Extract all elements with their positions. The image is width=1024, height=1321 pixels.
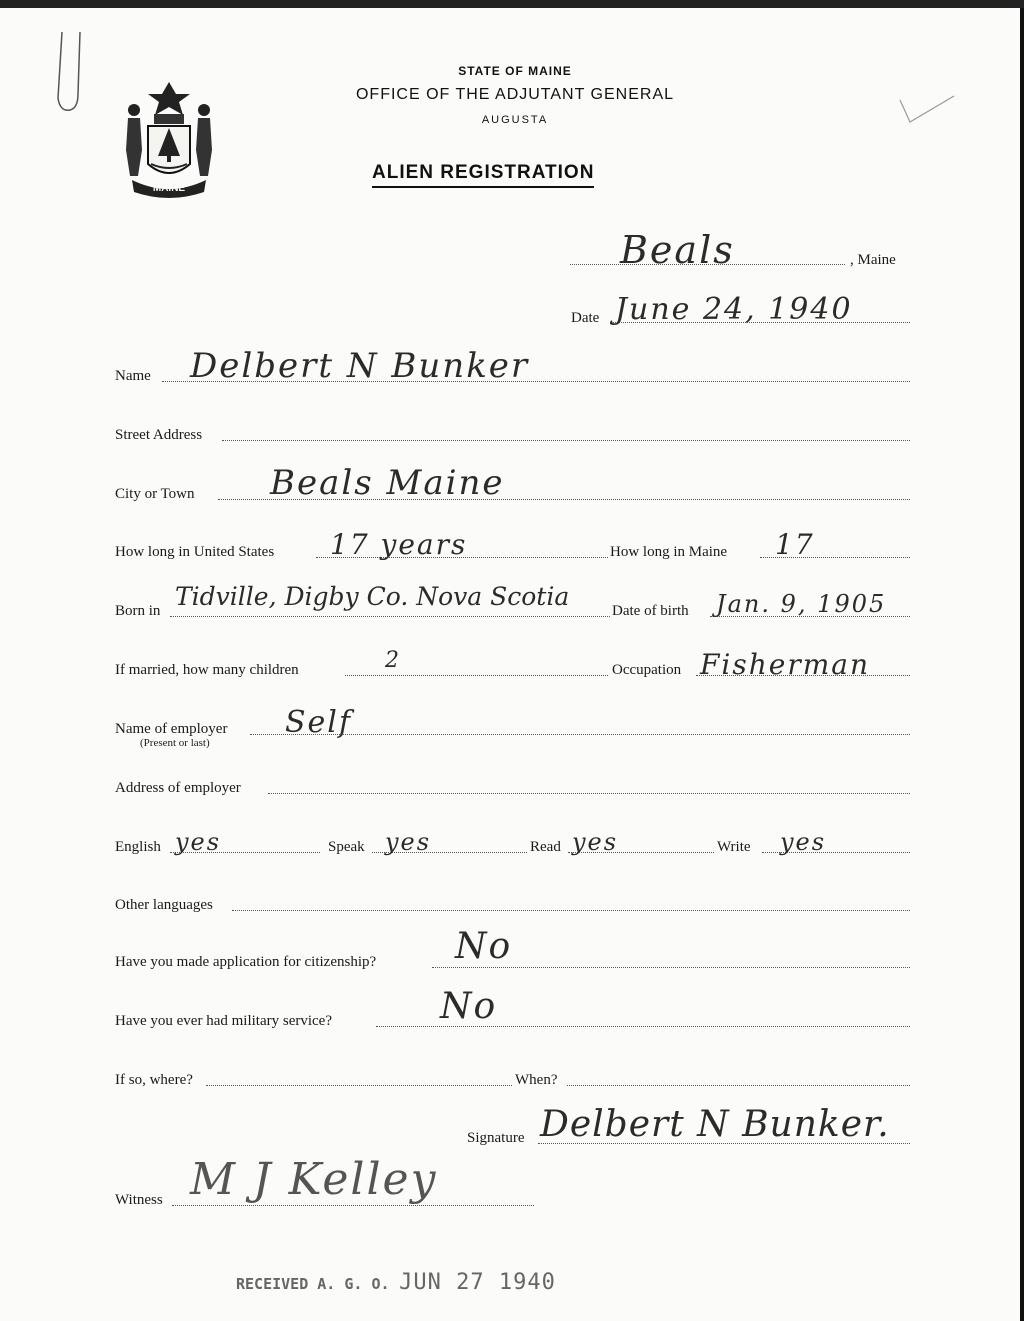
occupation-value[interactable]: Fisherman bbox=[700, 648, 871, 681]
speak-label: Speak bbox=[328, 839, 365, 855]
witness-value[interactable]: M J Kelley bbox=[190, 1154, 438, 1205]
children-line bbox=[345, 675, 608, 676]
write-value[interactable]: yes bbox=[780, 828, 827, 856]
stamp-received-text: RECEIVED A. G. O. bbox=[236, 1275, 390, 1293]
street-line bbox=[222, 440, 910, 441]
how-long-maine-label: How long in Maine bbox=[610, 544, 728, 560]
where-line bbox=[206, 1085, 512, 1086]
children-label: If married, how many children bbox=[115, 662, 299, 678]
received-stamp bbox=[236, 1270, 556, 1295]
other-languages-label: Other languages bbox=[115, 897, 213, 913]
street-label: Street Address bbox=[115, 427, 203, 443]
signature-label: Signature bbox=[467, 1130, 525, 1146]
check-mark bbox=[896, 90, 956, 130]
witness-line bbox=[172, 1205, 534, 1206]
read-label: Read bbox=[530, 839, 561, 855]
city-value[interactable]: Beals Maine bbox=[270, 463, 505, 503]
employer-address-label: Address of employer bbox=[115, 780, 241, 796]
stamp-date: JUN 27 1940 bbox=[399, 1270, 556, 1295]
dob-label: Date of birth bbox=[612, 603, 689, 619]
name-label: Name bbox=[115, 368, 151, 384]
citizenship-line bbox=[432, 967, 910, 968]
english-value[interactable]: yes bbox=[175, 828, 222, 856]
alien-registration-form bbox=[0, 8, 1020, 1321]
city-heading: AUGUSTA bbox=[481, 114, 549, 126]
scan-top-edge bbox=[0, 0, 1024, 8]
state-heading: STATE OF MAINE bbox=[458, 64, 572, 78]
paper-clip-mark bbox=[48, 28, 88, 118]
employer-sublabel: (Present or last) bbox=[140, 737, 210, 749]
maine-state-seal bbox=[118, 80, 220, 200]
town-value[interactable]: Beals bbox=[620, 228, 735, 272]
employer-label: Name of employer bbox=[115, 721, 228, 737]
witness-label: Witness bbox=[115, 1192, 163, 1208]
citizenship-value[interactable]: No bbox=[455, 926, 513, 967]
seal-lettering: MAINE bbox=[152, 183, 186, 194]
born-in-value[interactable]: Tidville, Digby Co. Nova Scotia bbox=[175, 582, 570, 611]
citizenship-label: Have you made application for citizenship? bbox=[115, 954, 377, 970]
form-title: ALIEN REGISTRATION bbox=[372, 162, 594, 188]
children-value[interactable]: 2 bbox=[385, 648, 401, 673]
city-label: City or Town bbox=[115, 486, 195, 502]
military-value[interactable]: No bbox=[440, 986, 498, 1027]
english-label: English bbox=[115, 839, 161, 855]
when-line bbox=[567, 1085, 910, 1086]
when-label: When? bbox=[515, 1072, 558, 1088]
maine-suffix: , Maine bbox=[850, 252, 896, 268]
name-value[interactable]: Delbert N Bunker bbox=[190, 346, 530, 386]
speak-value[interactable]: yes bbox=[385, 828, 432, 856]
how-long-us-label: How long in United States bbox=[115, 544, 275, 560]
date-value[interactable]: June 24, 1940 bbox=[615, 292, 853, 327]
employer-value[interactable]: Self bbox=[285, 705, 353, 740]
dob-value[interactable]: Jan. 9, 1905 bbox=[716, 590, 887, 618]
military-label: Have you ever had military service? bbox=[115, 1013, 332, 1029]
office-heading: OFFICE OF THE ADJUTANT GENERAL bbox=[355, 86, 675, 103]
read-value[interactable]: yes bbox=[572, 828, 619, 856]
how-long-us-value[interactable]: 17 years bbox=[330, 528, 468, 561]
other-languages-line bbox=[232, 910, 910, 911]
born-in-line bbox=[170, 616, 610, 617]
signature-value[interactable]: Delbert N Bunker. bbox=[540, 1104, 890, 1145]
born-in-label: Born in bbox=[115, 603, 161, 619]
how-long-maine-value[interactable]: 17 bbox=[775, 528, 815, 561]
occupation-label: Occupation bbox=[612, 662, 682, 678]
date-label: Date bbox=[571, 310, 600, 326]
employer-address-line bbox=[268, 793, 910, 794]
where-label: If so, where? bbox=[115, 1072, 193, 1088]
write-label: Write bbox=[717, 839, 751, 855]
